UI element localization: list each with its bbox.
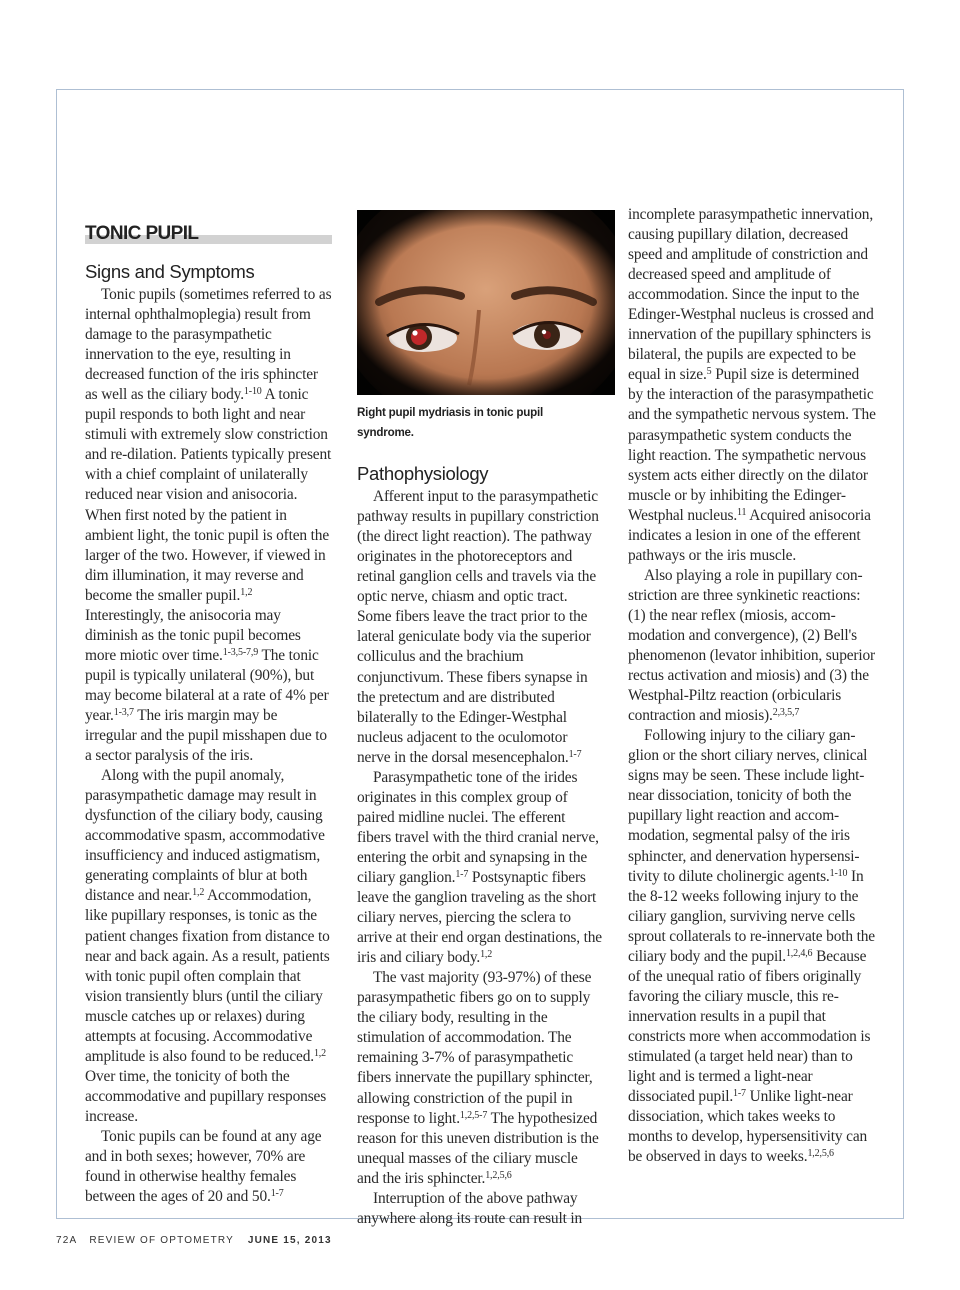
paragraph: Tonic pupils (sometimes referred to as internal ophthalmoplegia) result from damage to the parasympathetic innervation to the eye, resulting in decreased function of the iris sphincter as well as the ciliary body.$^{1-10}$ A tonic pupil responds to both light and near stimuli with extremely slow constriction and re-dilation. Patients typically present with a chief complaint of unilaterally reduced near vision and anisocoria. When first noted by the patient in ambient light, the tonic pupil is often the larger of the two. However, if viewed in dim illumination, it may reverse and become the smaller pupil.$^{1,2}$ Interestingly, the anisocoria may diminish as the tonic pupil becomes more miotic over time.$^{1-3,5-7,9}$ The tonic pupil is typically unilateral (90%), but may become bilateral at a rate of 4% per year.$^{1-3,7}$ The iris margin may be irregular and the pupil misshapen due to a sector paralysis of the iris. (85, 286, 332, 765)
pathophysiology-heading: Pathophysiology (357, 463, 489, 485)
column-1 (85, 223, 332, 1207)
paragraph: Afferent input to the parasympathetic pathway results in pupillary constriction (the direct light reaction). The pathway originates in the photoreceptors and retinal ganglion cells and travels via the optic nerve, chiasm and optic tract. Some fibers leave the tract prior to the lateral geniculate body via the superior colliculus and the brachium conjunctivum. These fibers synapse in the pretectum and are distributed bilaterally to the Edinger-Westphal nucleus adjacent to the oculomotor nerve in the dorsal mesencephalon.$^{1-7}$ (357, 488, 599, 766)
eyes-photo-illustration (357, 210, 615, 395)
patient-eyes-photo (357, 210, 615, 395)
issue-date: JUNE 15, 2013 (247, 1235, 332, 1246)
column-2 (357, 210, 602, 1229)
signs-heading: Signs and Symptoms (85, 261, 255, 282)
page-number: 72A (56, 1235, 78, 1246)
figure-caption: Right pupil mydriasis in tonic pupil syndrome. (357, 406, 544, 440)
col1-body (85, 285, 332, 1207)
journal-name: REVIEW OF OPTOMETRY (89, 1235, 234, 1246)
paragraph: Along with the pupil anomaly, parasympathetic damage may result in dysfunction of the ciliary body, causing accommodative spasm, accommodative insufficiency and induced astigmatism, generating complaints of blur at both distance and near.$^{1,2}$ Accommodation, like pupillary responses, is tonic as the patient changes fixation from distance to near and back again. As a result, patients with tonic pupil often complain that vision transiently blurs (until the ciliary muscle catches up or relaxes) during attempts at focusing. Accommodative amplitude is also found to be reduced.$^{1,2}$ Over time, the tonicity of both the accommodative and pupillary responses increase. (85, 767, 330, 1125)
paragraph: Parasympathetic tone of the irides originates in this complex group of paired midline nuclei. The efferent fibers travel with the third cranial nerve, entering the orbit and synapsing in the ciliary ganglion.$^{1-7}$ Postsynaptic fibers leave the ganglion traveling as the short ciliary nerves, piercing the sclera to arrive at their end organ destinations, the iris and ciliary body.$^{1,2}$ (357, 768, 602, 967)
paragraph: Also playing a role in pupillary constriction are three synkinetic reactions: (1) the near reflex (miosis, accommodation and convergence), (2) Bell's phenomenon (levator inhibition, superior rectus activation and miosis) and (3) the Westphal-Piltz reaction (orbicularis contraction and miosis).$^{2,3,5,7}$ (628, 566, 876, 725)
column-3 (628, 205, 876, 1167)
col3-body (628, 205, 876, 1167)
paragraph: Interruption of the above pathway anywhere along its route can result in (357, 1189, 583, 1227)
paragraph: incomplete parasympathetic innervation, causing pupillary dilation, decreased speed and amplitude of constriction and decreased speed and amplitude of accommodation. Since the input to the Edinger-Westphal nucleus is crossed and innervation of the pupillary sphincters is bilateral, the pupils are expected to be equal in size.$^5$ Pupil size is determined by the interaction of the parasympathetic and the sympathetic nervous system. The parasympathetic system conducts the light reaction. The sympathetic nervous system acts either directly on the dilator muscle or by inhibiting the Edinger-Westphal nucleus.$^{11}$ Acquired anisocoria indicates a lesion in one of the efferent pathways or the iris muscle. (628, 206, 876, 564)
paragraph: Tonic pupils can be found at any age and in both sexes; however, 70% are found in otherwise healthy females between the ages of 20 and 50.$^{1-7}$ (85, 1127, 322, 1206)
paragraph: The vast majority (93-97%) of these parasympathetic fibers go on to supply the ciliary body, resulting in the stimulation of accommodation. The remaining 3-7% of parasympathetic fibers innervate the pupillary sphincter, allowing constriction of the pupil in response to light.$^{1,2,5-7}$ The hypothesized reason for this uneven distribution is the unequal masses of the ciliary muscle and the iris sphincter.$^{1,2,5,6}$ (357, 969, 599, 1187)
paragraph: Following injury to the ciliary ganglion or the short ciliary nerves, clinical signs may be seen. These include light-near dissociation, tonicity of both the pupillary light reaction and accommodation, segmental palsy of the iris sphincter, and denervation hypersensitivity to dilute cholinergic agents.$^{1-10}$ In the 8-12 weeks following injury to the ciliary ganglion, surviving nerve cells sprout collaterals to re-innervate both the ciliary body and the pupil.$^{1,2,4,6}$ Because of the unequal ratio of fibers originally favoring the ciliary muscle, this re-innervation results in a pupil that constricts more when accommodation is stimulated (a target held near) than to light and is termed a light-near dissociated pupil.$^{1-7}$ Unlike light-near dissociation, which takes weeks to months to develop, hypersensitivity can be observed in days to weeks.$^{1,2,5,6}$ (628, 727, 875, 1166)
section-title: TONIC PUPIL (85, 223, 332, 245)
col2-body (357, 487, 602, 1229)
page-footer (56, 1235, 332, 1246)
